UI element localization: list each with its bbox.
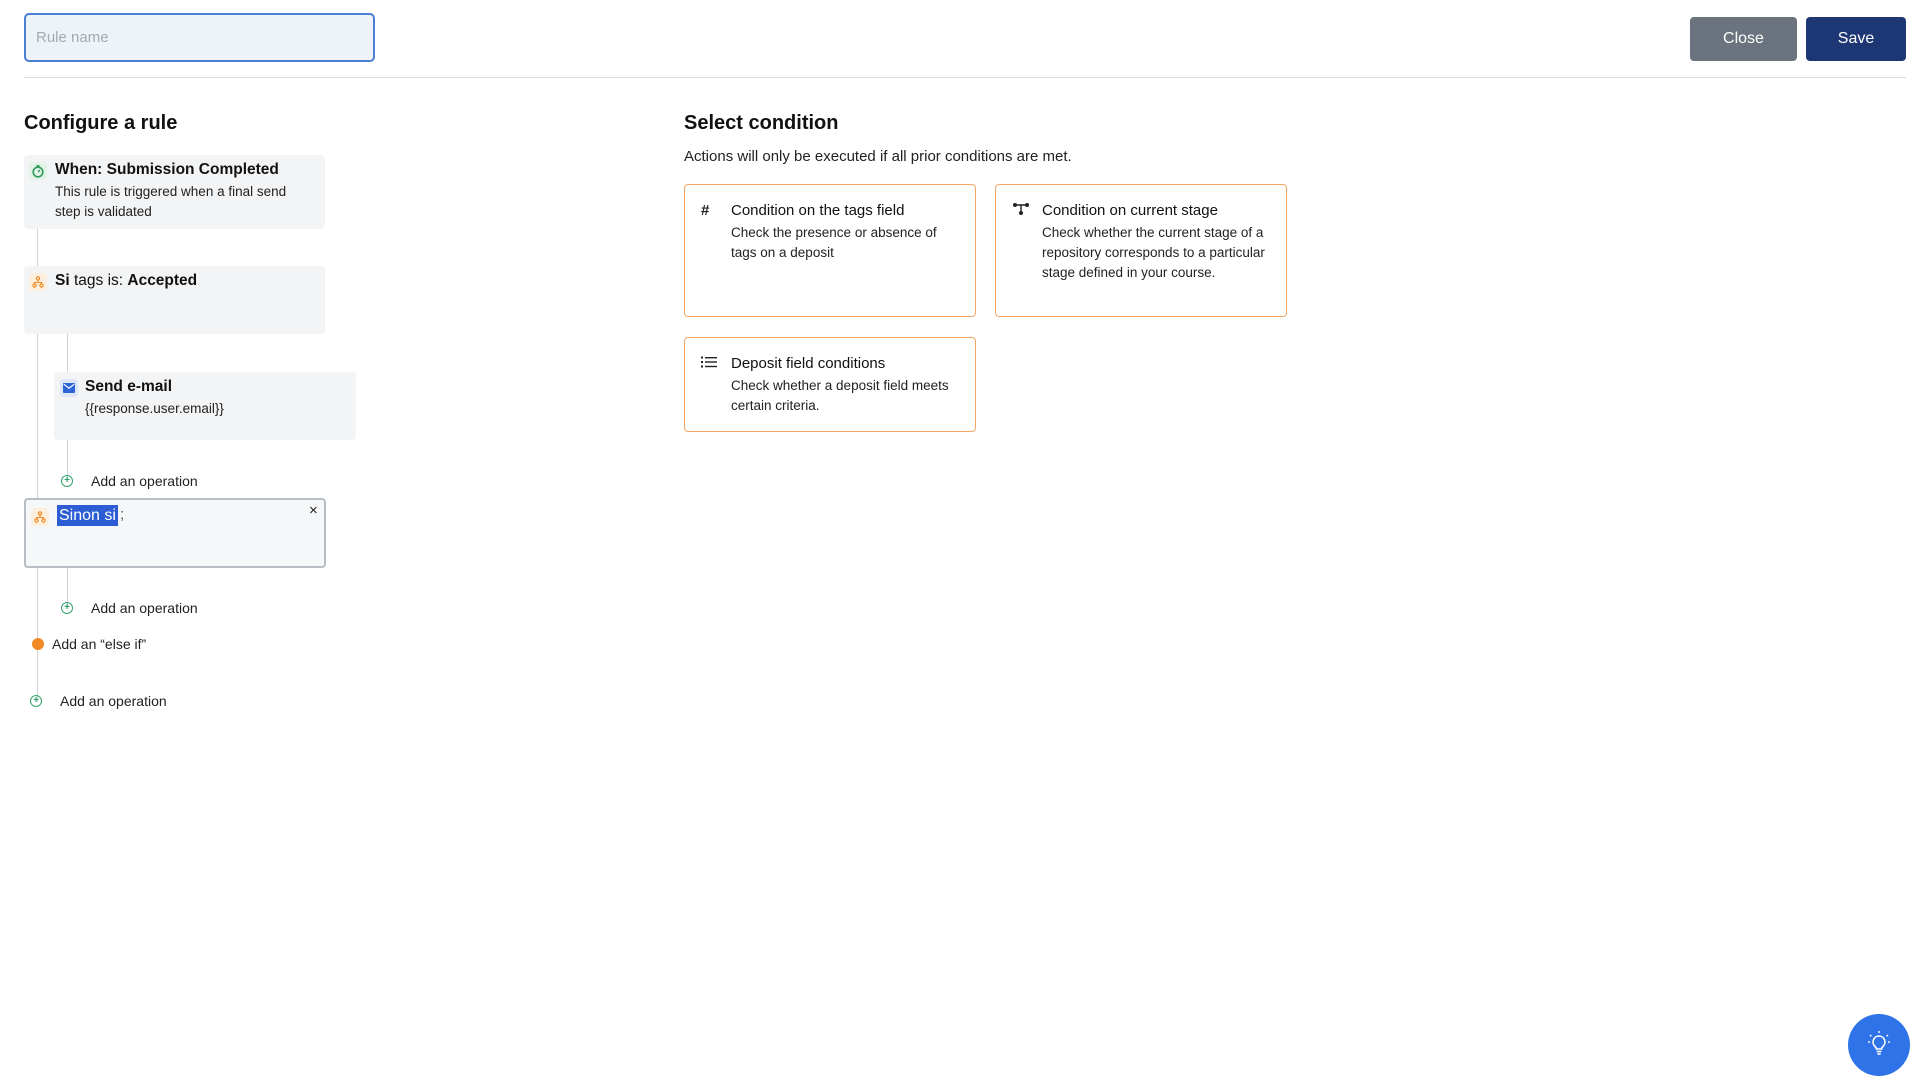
lightbulb-icon xyxy=(1865,1029,1893,1062)
text-caret: ; xyxy=(120,506,125,523)
send-email-title: Send e-mail xyxy=(85,378,172,395)
configure-rule-title: Configure a rule xyxy=(24,112,178,134)
plus-circle-icon: + xyxy=(30,695,42,707)
send-email-card[interactable] xyxy=(54,372,356,440)
envelope-icon xyxy=(60,379,78,397)
trigger-card[interactable] xyxy=(24,155,325,229)
save-button[interactable]: Save xyxy=(1806,17,1906,61)
stage-flow-icon xyxy=(1012,202,1030,220)
if-condition-text: Si tags is: Accepted xyxy=(55,272,198,289)
send-email-recipient: {{response.user.email}} xyxy=(85,401,224,416)
condition-title: Deposit field conditions xyxy=(731,355,886,372)
add-else-if-label: Add an “else if” xyxy=(52,636,147,652)
condition-description: Check whether the current stage of a repository corresponds to a particular stage defined in your course. xyxy=(1042,225,1265,280)
condition-title: Condition on current stage xyxy=(1042,202,1218,219)
header-divider xyxy=(24,77,1906,78)
orange-dot-icon xyxy=(32,638,44,650)
rule-name-input[interactable] xyxy=(24,13,375,62)
add-operation-label: Add an operation xyxy=(91,473,198,489)
select-condition-subtitle: Actions will only be executed if all prior conditions are met. xyxy=(684,148,1072,165)
condition-tags-card[interactable] xyxy=(684,184,976,317)
if-condition-card[interactable] xyxy=(24,266,325,334)
trigger-description: This rule is triggered when a final send step is validated xyxy=(55,184,287,219)
stopwatch-icon xyxy=(29,162,47,180)
tree-connector xyxy=(67,334,68,372)
add-else-if-button[interactable] xyxy=(32,636,146,652)
tree-connector xyxy=(37,229,38,266)
add-operation-button[interactable] xyxy=(61,600,198,616)
else-if-card[interactable] xyxy=(24,498,326,568)
add-operation-label: Add an operation xyxy=(91,600,198,616)
condition-stage-card[interactable] xyxy=(995,184,1287,317)
add-operation-button[interactable] xyxy=(30,693,167,709)
condition-title: Condition on the tags field xyxy=(731,202,905,219)
help-lightbulb-button[interactable] xyxy=(1848,1014,1910,1076)
branch-icon xyxy=(31,508,49,526)
else-if-label-input[interactable]: Sinon si xyxy=(59,507,116,524)
trigger-title: When: Submission Completed xyxy=(55,161,279,178)
add-operation-button[interactable] xyxy=(61,473,198,489)
branch-icon xyxy=(29,273,47,291)
close-icon[interactable]: × xyxy=(309,502,318,519)
plus-circle-icon: + xyxy=(61,475,73,487)
list-icon xyxy=(701,355,719,373)
condition-description: Check whether a deposit field meets certain criteria. xyxy=(731,378,949,413)
condition-deposit-card[interactable] xyxy=(684,337,976,432)
close-button[interactable]: Close xyxy=(1690,17,1797,61)
add-operation-label: Add an operation xyxy=(60,693,167,709)
hashtag-icon: # xyxy=(701,202,710,219)
plus-circle-icon: + xyxy=(61,602,73,614)
condition-description: Check the presence or absence of tags on a deposit xyxy=(731,225,937,260)
select-condition-title: Select condition xyxy=(684,112,839,134)
